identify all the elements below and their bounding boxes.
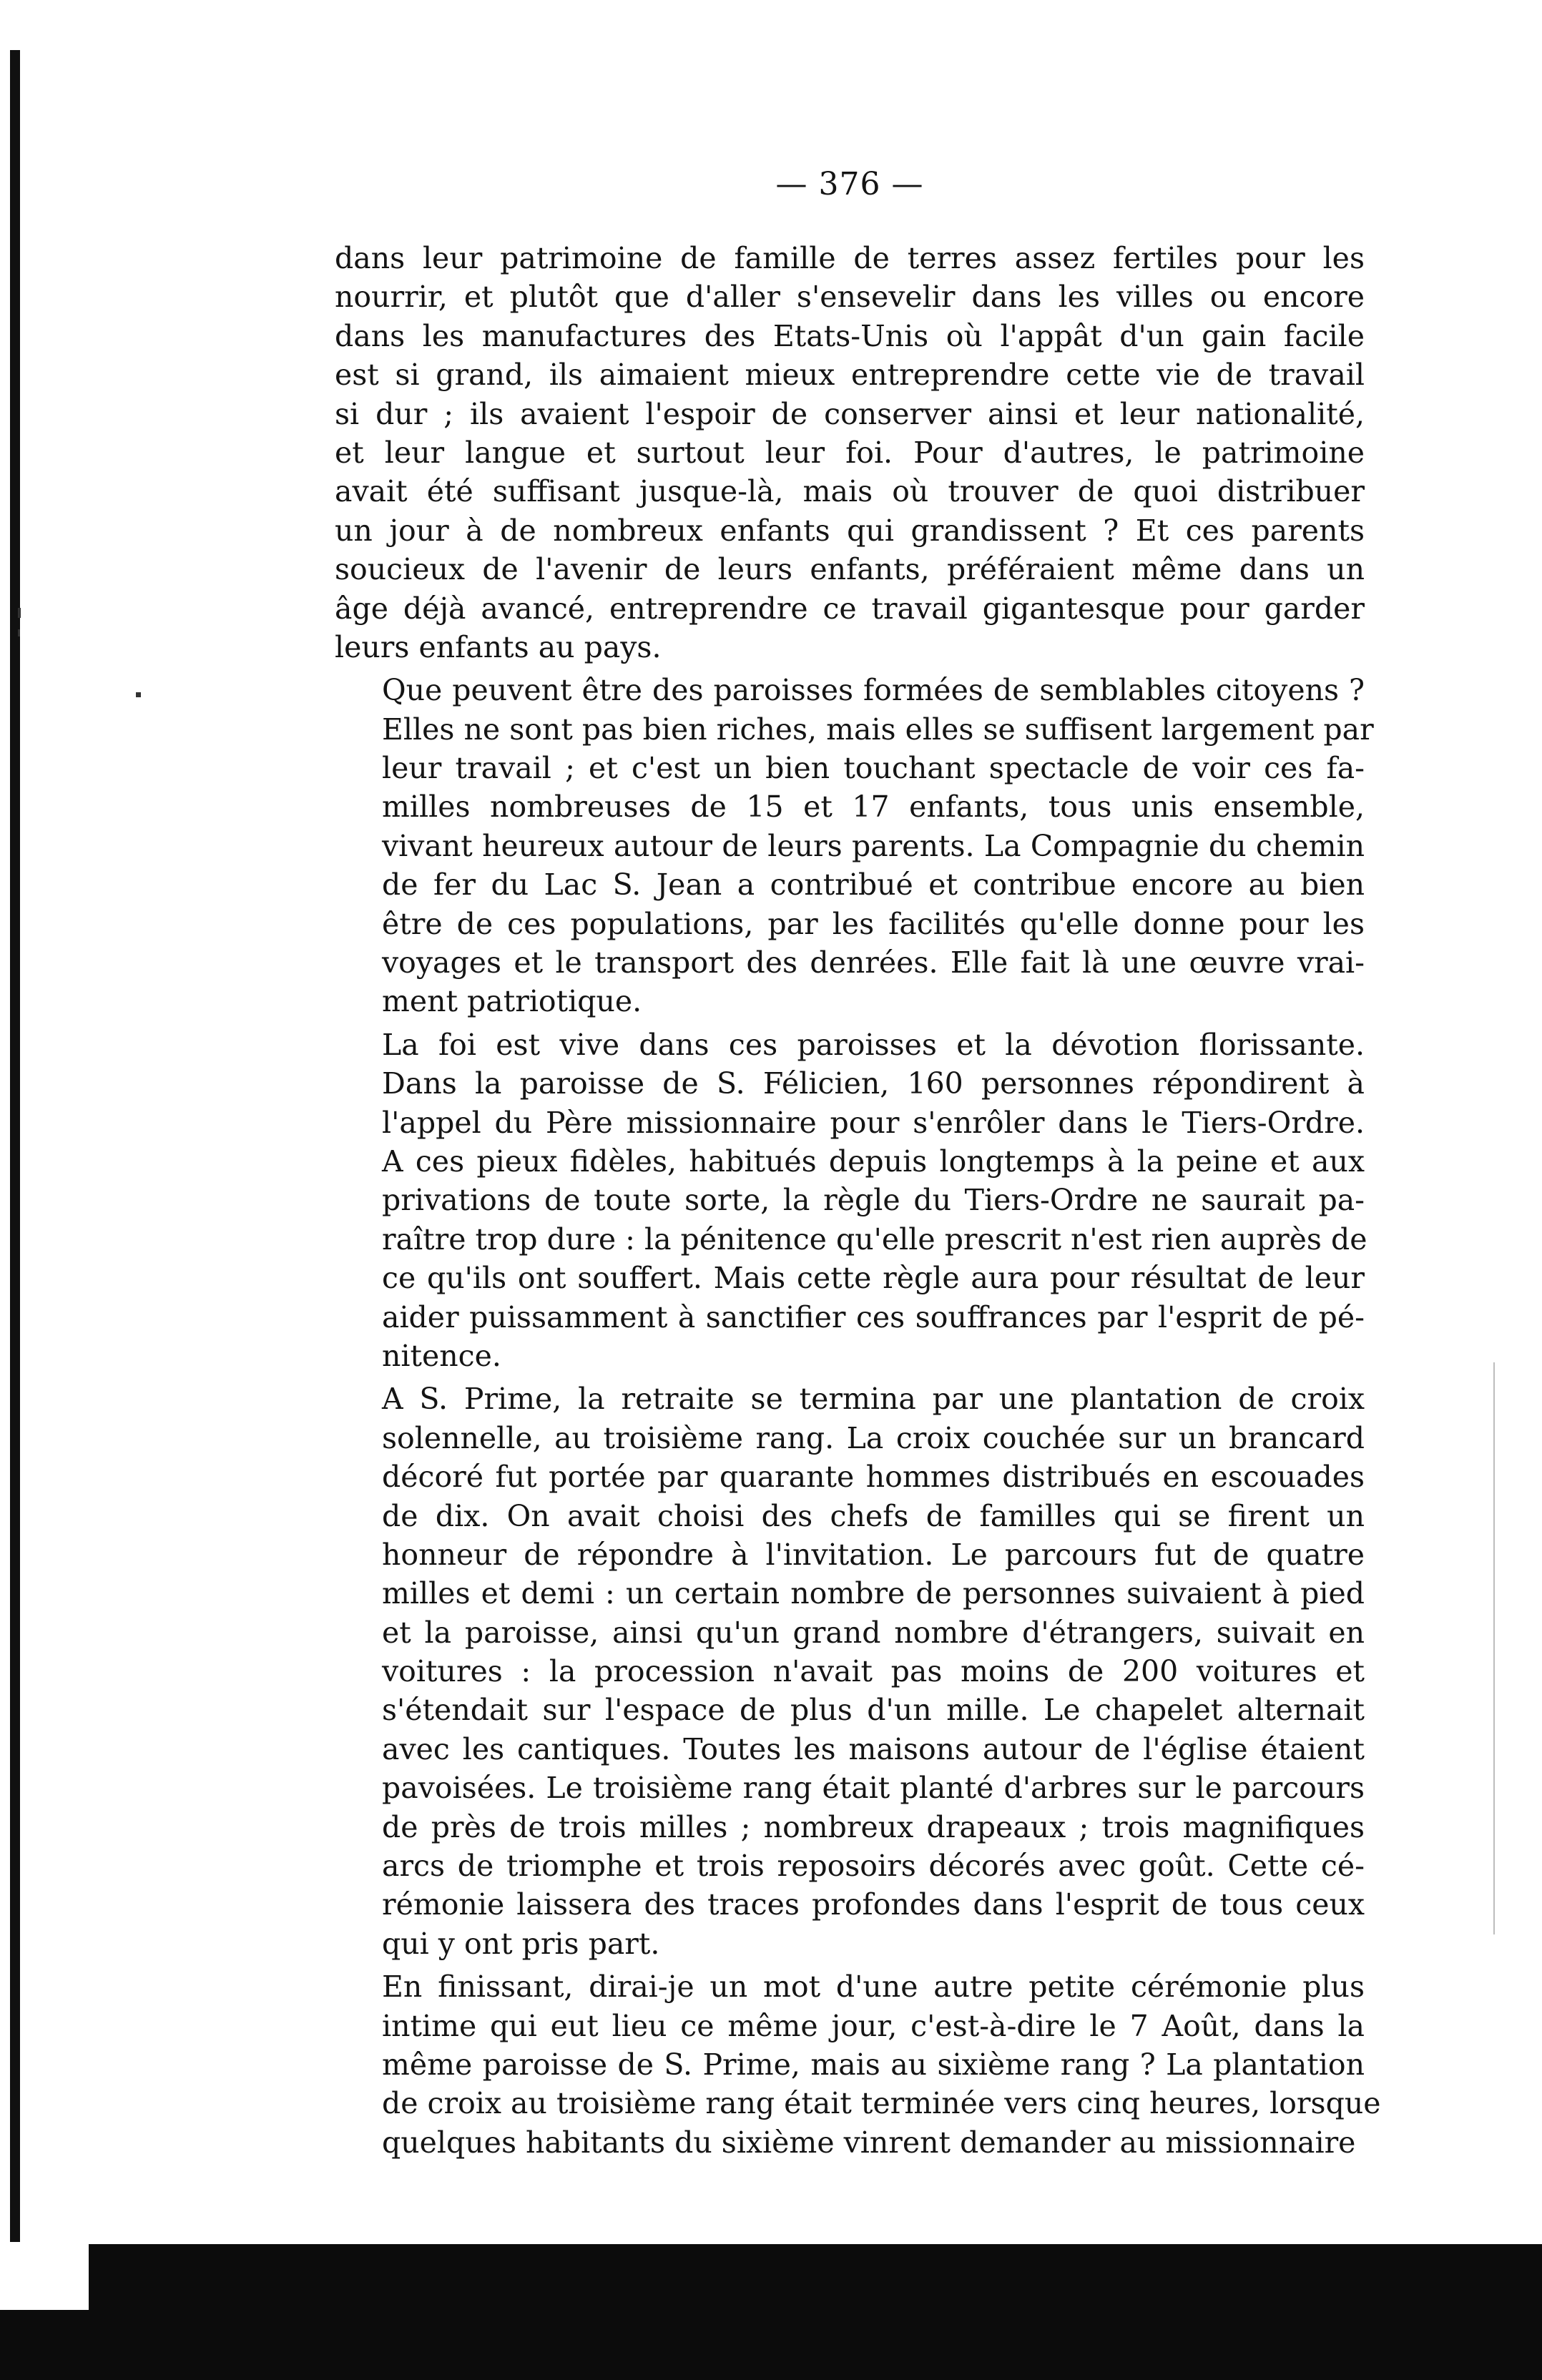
text-line: Elles ne sont pas bien riches, mais elles se suffisent largement par: [382, 712, 1374, 747]
text-line: de dix. On avait choisi des chefs de familles qui se firent un: [382, 1498, 1365, 1533]
paragraph: [335, 1380, 1365, 1963]
text-line: A S. Prime, la retraite se termina par une plantation de croix: [382, 1382, 1365, 1417]
text-line: dans les manufactures des Etats-Unis où l'appât d'un gain facile: [335, 318, 1365, 353]
text-line: un jour à de nombreux enfants qui grandissent ? Et ces parents: [335, 513, 1365, 548]
text-line: pavoisées. Le troisième rang était planté d'arbres sur le parcours: [382, 1771, 1365, 1806]
text-line: voyages et le transport des denrées. Elle fait là une œuvre vrai-: [382, 945, 1365, 980]
page-number: — 376 —: [775, 166, 924, 202]
text-line: En finissant, dirai-je un mot d'une autre petite cérémonie plus: [382, 1970, 1365, 2005]
text-line: de fer du Lac S. Jean a contribué et contribue encore au bien: [382, 867, 1365, 903]
page-body-text: [335, 239, 1381, 2162]
scan-border-right: [1493, 1362, 1495, 1934]
text-line: privations de toute sorte, la règle du Tiers-Ordre ne saurait pa-: [382, 1183, 1365, 1218]
text-line: même paroisse de S. Prime, mais au sixième rang ? La plantation: [382, 2047, 1365, 2082]
paragraph: [335, 1967, 1381, 2162]
scan-border-left: [10, 50, 20, 2242]
text-line: solennelle, au troisième rang. La croix couchée sur un brancard: [382, 1420, 1365, 1455]
scan-speck: [136, 692, 141, 697]
text-line: vivant heureux autour de leurs parents. La Compagnie du chemin: [382, 828, 1365, 863]
text-line: de près de trois milles ; nombreux drapeaux ; trois magnifiques: [382, 1809, 1365, 1844]
text-line: raître trop dure : la pénitence qu'elle prescrit n'est rien auprès de: [382, 1221, 1367, 1257]
text-line: est si grand, ils aimaient mieux entreprendre cette vie de travail: [335, 358, 1365, 393]
text-line: décoré fut portée par quarante hommes distribués en escouades: [382, 1460, 1365, 1495]
text-line: âge déjà avancé, entreprendre ce travail gigantesque pour garder: [335, 591, 1365, 626]
text-line: leurs enfants au pays.: [335, 629, 662, 664]
text-line: La foi est vive dans ces paroisses et la dévotion florissante.: [382, 1027, 1365, 1062]
text-line: A ces pieux fidèles, habitués depuis longtemps à la peine et aux: [382, 1144, 1365, 1179]
text-line: Que peuvent être des paroisses formées de semblables citoyens ?: [382, 673, 1365, 708]
scan-border-bottom: [89, 2244, 1542, 2380]
text-line: nitence.: [382, 1338, 501, 1373]
text-line: aider puissamment à sanctifier ces souffrances par l'esprit de pé-: [382, 1299, 1365, 1334]
text-line: de croix au troisième rang était terminée vers cinq heures, lorsque: [382, 2086, 1381, 2121]
book-page: [335, 163, 1381, 2166]
text-line: ment patriotique.: [382, 984, 642, 1019]
text-line: ce qu'ils ont souffert. Mais cette règle aura pour résultat de leur: [382, 1261, 1365, 1296]
text-line: voitures : la procession n'avait pas moins de 200 voitures et: [382, 1654, 1365, 1689]
paragraph: [335, 671, 1374, 1021]
text-line: intime qui eut lieu ce même jour, c'est-à-dire le 7 Août, dans la: [382, 2008, 1365, 2043]
paragraph: [335, 1026, 1365, 1376]
text-line: quelques habitants du sixième vinrent demander au missionnaire: [382, 2125, 1356, 2160]
text-line: leur travail ; et c'est un bien touchant spectacle de voir ces fa-: [382, 751, 1365, 786]
text-line: avec les cantiques. Toutes les maisons autour de l'église étaient: [382, 1731, 1365, 1766]
text-line: dans leur patrimoine de famille de terres assez fertiles pour les: [335, 241, 1365, 275]
text-line: soucieux de l'avenir de leurs enfants, préféraient même dans un: [335, 552, 1365, 587]
scan-speck: [18, 608, 21, 618]
text-line: avait été suffisant jusque-là, mais où trouver de quoi distribuer: [335, 474, 1365, 509]
text-line: être de ces populations, par les facilités qu'elle donne pour les: [382, 906, 1365, 941]
text-line: et leur langue et surtout leur foi. Pour d'autres, le patrimoine: [335, 435, 1365, 470]
scan-speck: [18, 629, 20, 636]
text-line: s'étendait sur l'espace de plus d'un mille. Le chapelet alternait: [382, 1693, 1365, 1728]
text-line: nourrir, et plutôt que d'aller s'ensevelir dans les villes ou encore: [335, 280, 1365, 315]
text-line: honneur de répondre à l'invitation. Le parcours fut de quatre: [382, 1537, 1365, 1572]
text-line: et la paroisse, ainsi qu'un grand nombre d'étrangers, suivait en: [382, 1615, 1365, 1650]
scan-border-bottom-corner: [0, 2310, 93, 2380]
text-line: arcs de triomphe et trois reposoirs décorés avec goût. Cette cé-: [382, 1849, 1365, 1884]
paragraph: [335, 239, 1365, 667]
text-line: Dans la paroisse de S. Félicien, 160 personnes répondirent à: [382, 1066, 1365, 1101]
text-line: milles nombreuses de 15 et 17 enfants, tous unis ensemble,: [382, 790, 1365, 825]
text-line: milles et demi : un certain nombre de personnes suivaient à pied: [382, 1576, 1365, 1611]
text-line: si dur ; ils avaient l'espoir de conserver ainsi et leur nationalité,: [335, 396, 1365, 431]
text-line: qui y ont pris part.: [382, 1926, 660, 1961]
text-line: rémonie laissera des traces profondes dans l'esprit de tous ceux: [382, 1887, 1365, 1922]
text-line: l'appel du Père missionnaire pour s'enrôler dans le Tiers-Ordre.: [382, 1105, 1365, 1140]
